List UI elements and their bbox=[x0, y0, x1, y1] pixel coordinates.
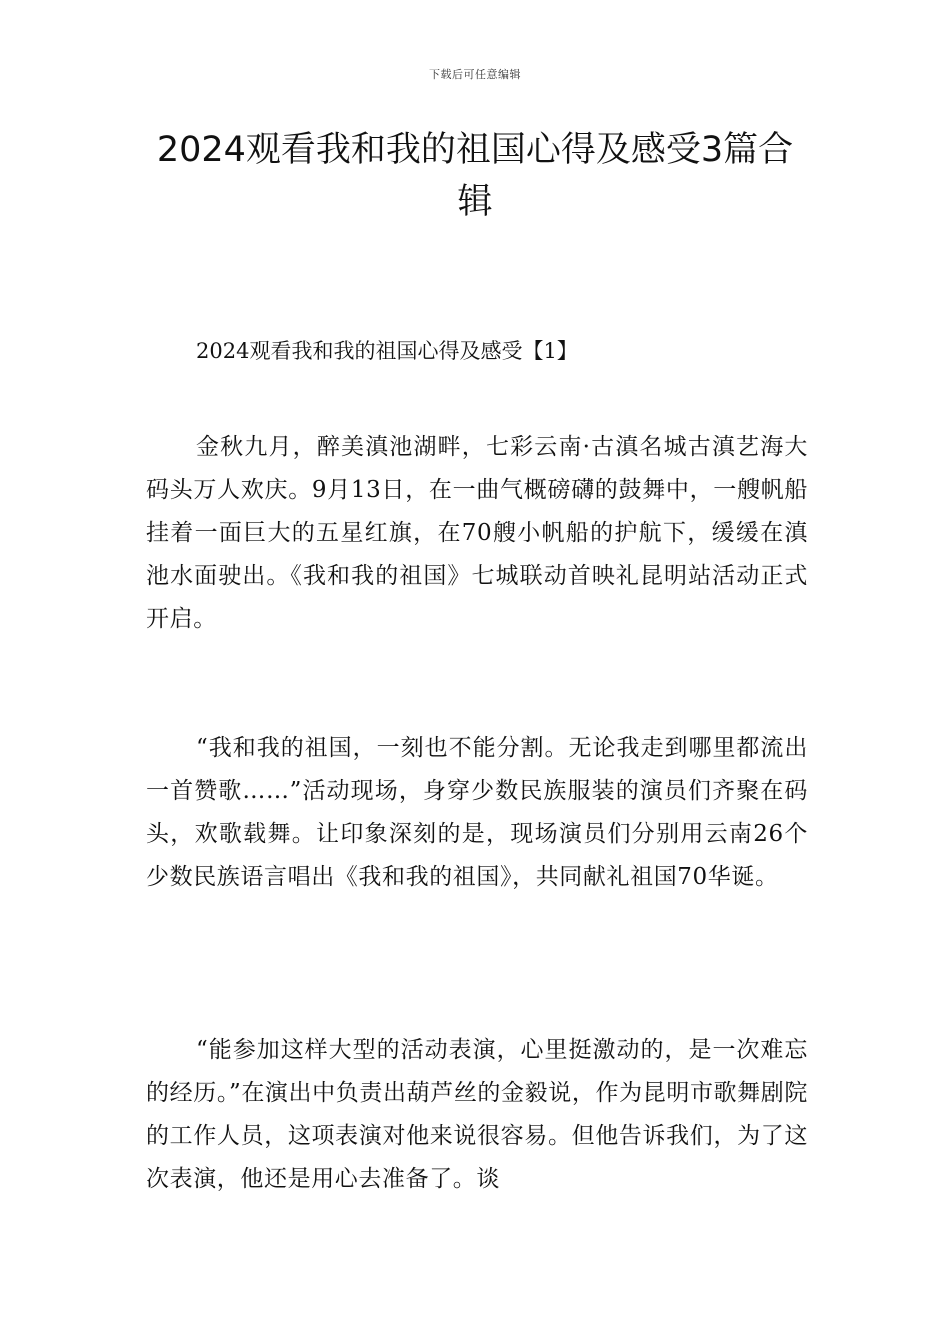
body-paragraph-3: “能参加这样大型的活动表演，心里挺激动的，是一次难忘的经历。”在演出中负责出葫芦丝的金毅说，作为昆明市歌舞剧院的工作人员，这项表演对他来说很容易。但他告诉我们，为了这次表演，他还是用心去准备了。谈 bbox=[146, 1037, 808, 1192]
body-paragraph-1: 金秋九月，醉美滇池湖畔，七彩云南·古滇名城古滇艺海大码头万人欢庆。9月13日，在一曲气概磅礴的鼓舞中，一艘帆船挂着一面巨大的五星红旗，在70艘小帆船的护航下，缓缓在滇池水面驶出。《我和我的祖国》七城联动首映礼昆明站活动正式开启。 bbox=[146, 434, 808, 632]
section-heading: 2024观看我和我的祖国心得及感受【1】 bbox=[196, 339, 578, 363]
header-note: 下载后可任意编辑 bbox=[429, 68, 521, 81]
body-paragraph-2: “我和我的祖国，一刻也不能分割。无论我走到哪里都流出一首赞歌……”活动现场，身穿少数民族服装的演员们齐聚在码头，欢歌载舞。让印象深刻的是，现场演员们分别用云南26个少数民族语言唱出《我和我的祖国》，共同献礼祖国70华诞。 bbox=[146, 735, 808, 890]
document-title: 2024观看我和我的祖国心得及感受3篇合辑 bbox=[156, 130, 794, 222]
